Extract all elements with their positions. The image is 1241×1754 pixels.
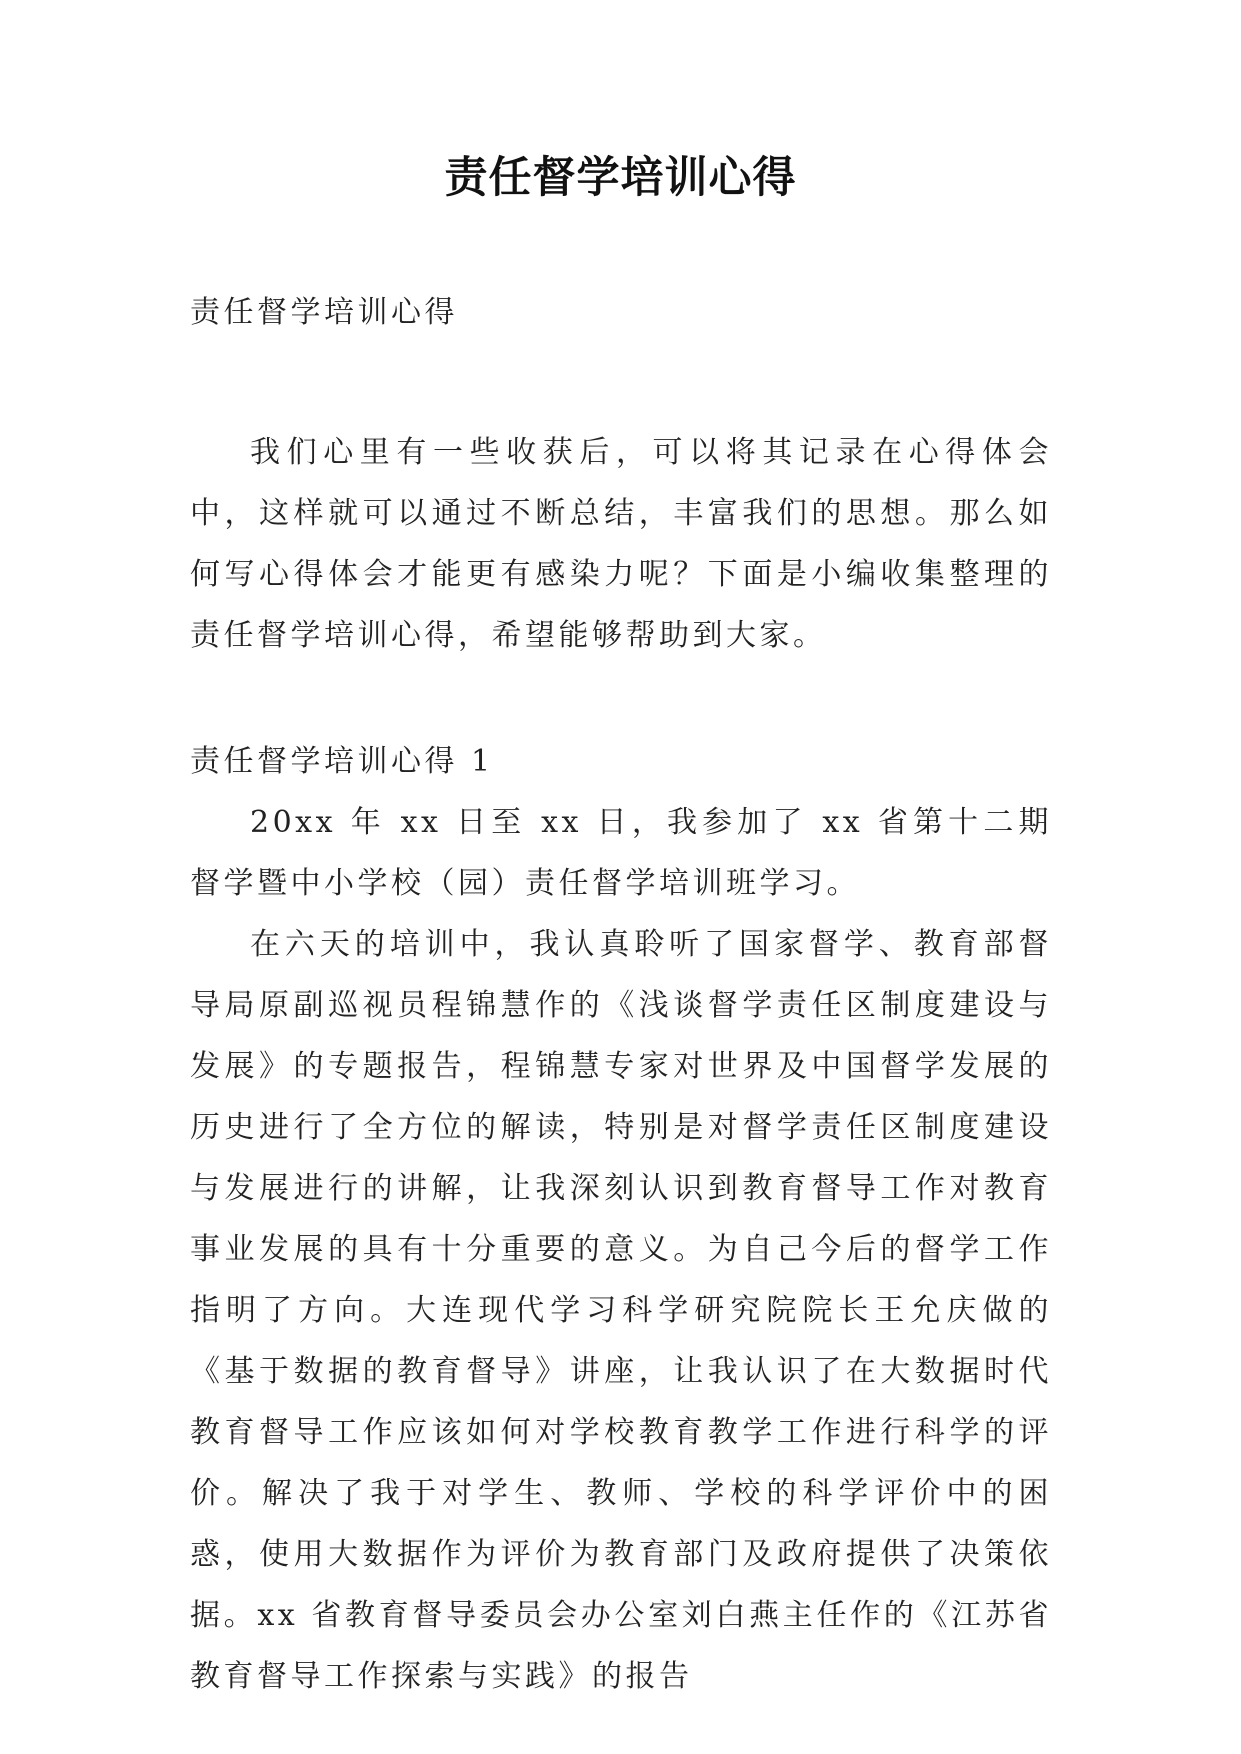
document-subtitle: 责任督学培训心得 [190,295,458,330]
page-title: 责任督学培训心得 [444,153,797,203]
paragraph-2: 在六天的培训中，我认真聆听了国家督学、教育部督导局原副巡视员程锦慧作的《浅谈督学责任区制度建设与发展》的专题报告，程锦慧专家对世界及中国督学发展的历史进行了全方位的解读，特别是对督学责任区制度建设与发展进行的讲解，让我深刻认识到教育督导工作对教育事业发展的具有十分重要的意义。为自己今后的督学工作指明了方向。大连现代学习科学研究院院长王允庆做的《基于数据的教育督导》讲座，让我认识了在大数据时代教育督导工作应该如何对学校教育教学工作进行科学的评价。解决了我于对学生、教师、学校的科学评价中的困惑，使用大数据作为评价为教育部门及政府提供了决策依据。xx 省教育督导委员会办公室刘白燕主任作的《江苏省教育督导工作探索与实践》的报告 [190,927,1052,1694]
section-heading: 责任督学培训心得 1 [190,744,494,779]
intro-paragraph: 我们心里有一些收获后，可以将其记录在心得体会中，这样就可以通过不断总结，丰富我们的思想。那么如何写心得体会才能更有感染力呢？下面是小编收集整理的责任督学培训心得，希望能够帮助到大家。 [190,435,1052,653]
document-body [190,282,1052,1707]
paragraph-1: 20xx 年 xx 日至 xx 日，我参加了 xx 省第十二期督学暨中小学校（园）责任督学培训班学习。 [190,805,1052,901]
